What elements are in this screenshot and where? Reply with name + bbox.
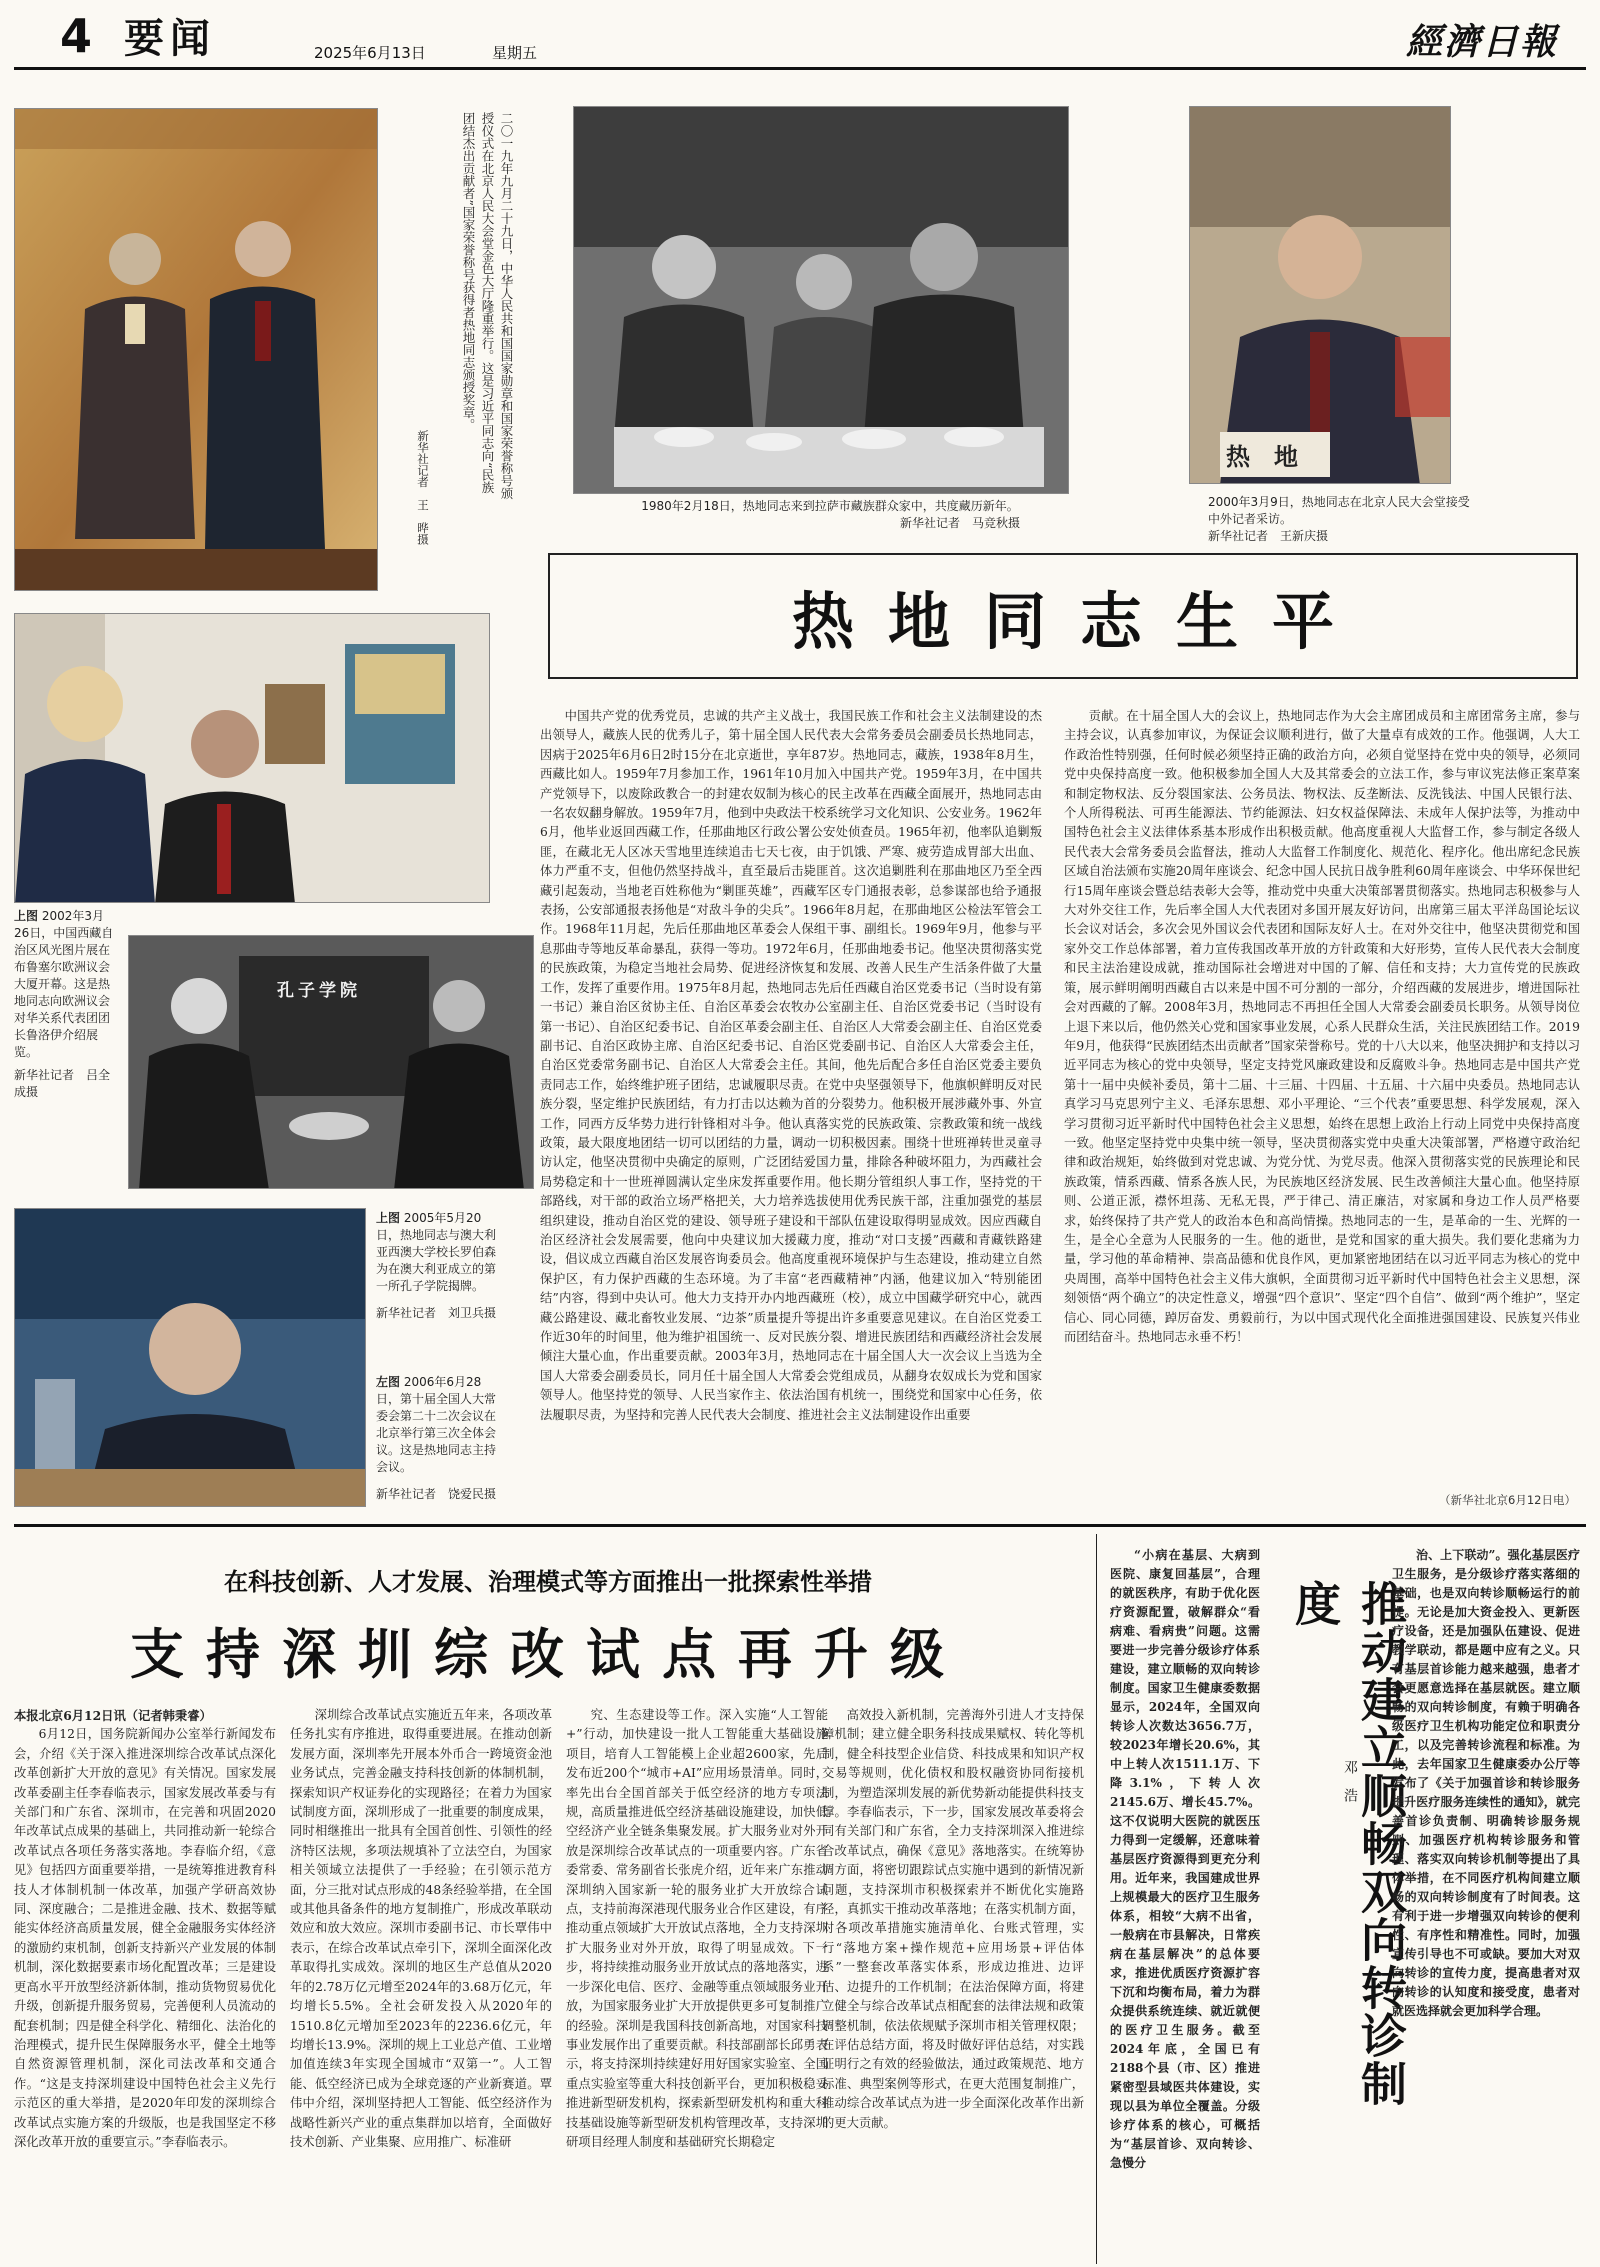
commentary-text-2: 治、上下联动”。强化基层医疗卫生服务，是分级诊疗落实落细的基础，也是双向转诊顺畅运行的前提。无论是加大资金投入、更新医疗设备，还是加强队伍建设、促进教学联动，都是题中应有之义。只有基层首诊能力越来越强，患者才会更愿意选择在基层就医。建立顺畅的双向转诊制度，有赖于明确各级医疗卫生机构功能定位和职责分工，以及完善转诊流程和标准。为此，去年国家卫生健康委办公厅等发布了《关于加强首诊和转诊服务提升医疗服务连续性的通知》，就完善首诊负责制、明确转诊服务规则、加强医疗机构转诊服务和管理、落实双向转诊机制等提出了具体举措，在不同医疗机构间建立顺畅的双向转诊制度有了时间表。这有利于进一步增强双向转诊的便利性、有序性和精准性。同时，加强宣传引导也不可或缺。要加大对双向转诊的宣传力度，提高患者对双向转诊的认知度和接受度，患者对就医选择就会更加科学合理。 <box>1392 1548 1580 2018</box>
issue-weekday: 星期五 <box>492 44 538 62</box>
page-number: 4 <box>60 9 93 63</box>
shenzhen-headline: 支持深圳综改试点再升级 <box>130 1622 966 1686</box>
photo-tibetan-new-year <box>573 106 1069 494</box>
page-header <box>14 9 1586 66</box>
photo-exhibition-caption-block <box>14 908 114 1101</box>
exhibition-image <box>15 614 490 903</box>
shenzhen-text-4: 高效投入新机制，完善海外引进人才支持保障机制；建立健全职务科技成果赋权、转化等机制，健全科技型企业信贷、科技成果和知识产权交易等规则，优化债权和股权融资协同衔接机制，为塑造深圳发展的新优势新动能提供科技支撑。李春临表示，下一步，国家发展改革委将会同有关部门和广东省，全力支持深圳深入推进综合改革试点，确保《意见》落地落实。在统筹协调方面，将密切跟踪试点实施中遇到的新情况新问题，支持深圳市积极探索并不断优化实施路径，真抓实干推动改革落地；在落实机制方面，对各项改革措施实施清单化、台账式管理，实行“落地方案+操作规范+应用场景+评估体系”一整套改革落实体系，形成边推进、边评估、边提升的工作机制；在法治保障方面，将建立健全与综合改革试点相配套的法律法规和政策调整机制，依法依规赋予深圳市相关管理权限；在评估总结方面，将及时做好评估总结，对实践证明行之有效的经验做法，通过政策规范、地方标准、典型案例等形式，在更大范围复制推广，推动综合改革试点为进一步全面深化改革作出新的更大贡献。 <box>822 1708 1084 2130</box>
photo-npc-session <box>14 1208 366 1507</box>
obituary-column-1: 中国共产党的优秀党员，忠诚的共产主义战士，我国民族工作和社会主义法制建设的杰出领导人，藏族人民的优秀儿子，第十届全国人民代表大会常务委员会副委员长热地同志，因病于2025年6月6日2时15分在北京逝世，享年87岁。热地同志，藏族，1938年8月生，西藏比如人。1959年7月参加工作，1961年10月加入中国共产党。1959年3月，在中国共产党领导下，以废除政教合一的封建农奴制为核心的民主改革在西藏全面展开，热地同志由一名农奴翻身解放。1959年7月，他到中央政法干校系统学习文化知识、公安业务。1962年6月，他毕业返回西藏工作，任那曲地区行政公署公安处侦查员。1965年初，他率队追剿叛匪，在藏北无人区冰天雪地里连续追击七天七夜，由于饥饿、严寒、疲劳造成胃部大出血、体力严重不支，但他仍然坚持战斗，直至最后击毙匪首。这次追剿胜利在那曲地区乃至全西藏引起轰动，当地老百姓称他为“剿匪英雄”，西藏军区专门通报表彰，总参谋部也给予通报表扬，公安部通报表扬他是“对敌斗争的尖兵”。1966年8月起，在那曲地区公检法军管会工作。1968年11月起，先后任那曲地区革委会人保组干事、副组长。1969年9月，他参与平息那曲寺等地反革命暴乱，获得一等功。1972年6月，任那曲地委书记。他坚决贯彻落实党的民族政策，为稳定当地社会局势、促进经济恢复和发展、改善人民生产生活条件做了大量工作，发挥了重要作用。1975年8月起，热地同志先后任西藏自治区党委书记（当时设有第一书记）兼自治区贫协主任、自治区革委会农牧办公室副主任、自治区党委书记（当时设有第一书记）、自治区纪委书记、自治区革委会副主任、自治区人大常委会副主任、自治区党委副书记、自治区政协主席、自治区纪委书记、自治区党委副书记、自治区人大常委会主任，自治区党委常务副书记、自治区人大常委会主任。其间，他先后配合多任自治区党委主要负责同志工作，始终维护班子团结，忠诚履职尽责。在党中央坚强领导下，他旗帜鲜明反对民族分裂，坚定维护民族团结，有力打击以达赖为首的分裂势力。他积极开展涉藏外事、外宣工作，同西方反华势力进行针锋相对斗争。他认真落实党的民族政策、宗教政策和统一战线政策，最大限度地团结一切可以团结的力量，调动一切积极因素。围绕十世班禅转世灵童寻访认定，他坚决贯彻中央确定的原则，广泛团结爱国力量，排除各种破坏阻力，为西藏社会局势稳定和十一世班禅圆满认定坐床发挥重要作用。他长期分管组织人事工作，坚持党的干部路线，对干部的政治立场严格把关，大力培养选拔使用优秀民族干部，注重加强党的基层组织建设，推动自治区党的建设、领导班子建设和干部队伍建设取得明显成效。因应西藏自治区经济社会发展需要，他向中央建议加大援藏力度，推动“对口支援”西藏和青藏铁路建设，倡议成立西藏自治区发展咨询委员会。他高度重视环境保护与生态建设，推动建立自然保护区，有力保护西藏的生态环境。为了丰富“老西藏精神”内涵，他建议加入“特别能团结”内容，得到中央认可。他大力支持开办内地西藏班（校），成立中国藏学研究中心，就西藏公路建设、藏北畜牧业发展、“边茶”质量提升等提出许多重要意见建议。在自治区党委工作近30年的时间里，他为维护祖国统一、反对民族分裂、增进民族团结和西藏经济社会发展倾注大量心血，作出重要贡献。2003年3月，热地同志在十届全国人大一次会议上当选为全国人大常委会副委员长，同月任十届全国人大常委会党组成员，从翻身农奴成长为党和国家领导人。他坚持党的领导、人民当家作主、依法治国有机统一，围绕党和国家中心任务，依法履职尽责，为坚持和完善人民代表大会制度、推进社会主义法制建设作出重要 <box>540 709 1042 1422</box>
medal-ceremony-image <box>15 109 378 591</box>
photo-exhibition-label: 上图 <box>14 909 39 923</box>
photo-confucius-label: 上图 <box>376 1211 401 1225</box>
photo-press-conference-caption-text: 2000年3月9日，热地同志在北京人民大会堂接受中外记者采访。 <box>1208 495 1470 526</box>
newspaper-masthead: 經濟日報 <box>1406 21 1559 63</box>
photo-npc-caption-block <box>376 1374 504 1503</box>
photo-exhibition-credit: 新华社记者 吕全成摄 <box>14 1068 111 1099</box>
obituary-source: （新华社北京6月12日电） <box>1439 1493 1576 1507</box>
obituary-column-2: 贡献。在十届全国人大的会议上，热地同志作为大会主席团成员和主席团常务主席，参与主持会议，认真参加审议，为保证会议顺利进行，做了大量卓有成效的工作。他强调，人大工作政治性特别强，任何时候必须坚持正确的政治方向，必须自觉坚持在党中央的领导，必须同党中央保持高度一致。他积极参加全国人大及其常委会的立法工作，参与审议宪法修正案草案和制定物权法、反分裂国家法、公务员法、物权法、反垄断法、反洗钱法、中国人民银行法、个人所得税法、可再生能源法、节约能源法、妇女权益保障法、未成年人保护法等，为推动中国特色社会主义法律体系基本形成作出积极贡献。他高度重视人大监督工作，参与制定各级人民代表大会常务委员会监督法，推动人大监督工作制度化、规范化、程序化。他出席纪念民族区域自治法颁布实施20周年座谈会、纪念中国人民抗日战争胜利60周年座谈会、中华环保世纪行15周年座谈会暨总结表彰大会等，推动党中央重大决策部署贯彻落实。热地同志积极参与人大对外交往工作，先后率全国人大代表团对多国开展友好访问，出席第三届太平洋岛国论坛议长会议对话会，多次会见外国议会代表团和国际友好人士。在对外交往中，他坚决贯彻党和国家外交工作总体部署，着力宣传我国改革开放的方针政策和大好形势，宣传人民代表大会制度和民主法治建设成就，推动国际社会增进对中国的了解、信任和支持；大力宣传党的民族政策，展示鲜明阐明西藏自古以来是中国不可分割的一部分，介绍西藏的发展进步，增进国际社会对西藏的了解。2008年3月，热地同志不再担任全国人大常委会副委员长职务。从领导岗位上退下来以后，他仍然关心党和国家事业发展，心系人民群众生活，关注民族团结工作。2019年9月，他获得“民族团结杰出贡献者”国家荣誉称号。党的十八大以来，他坚决拥护和支持以习近平同志为核心的党中央领导，坚定支持党风廉政建设和反腐败斗争。热地同志是中国共产党第十一届中央候补委员，第十二届、十三届、十四届、十五届、十六届中央委员。热地同志认真学习马克思列宁主义、毛泽东思想、邓小平理论、“三个代表”重要思想、科学发展观，深入学习贯彻习近平新时代中国特色社会主义思想，始终在思想上政治上行动上同党中央保持高度一致。他坚定坚持党中央集中统一领导，坚决贯彻落实党中央重大决策部署，严格遵守政治纪律和政治规矩，始终做到对党忠诚、为党分忧、为党尽责。他深入贯彻落实党的民族理论和民族政策，情系西藏、情系各族人民，为民族地区经济发展、民生改善倾注大量心血。他坚持原则、公道正派，襟怀坦荡、无私无畏，严于律己、清正廉洁，对家属和身边工作人员严格要求，始终保持了共产党人的政治本色和高尚情操。热地同志的一生，是革命的一生、光辉的一生，是全心全意为人民服务的一生。他的逝世，是党和国家的重大损失。我们要化悲痛为力量，学习他的革命精神、崇高品德和优良作风，更加紧密地团结在以习近平同志为核心的党中央周围，高举中国特色社会主义伟大旗帜，全面贯彻习近平新时代中国特色社会主义思想，深刻领悟“两个确立”的决定性意义，增强“四个意识”、坚定“四个自信”、做到“两个维护”，坚定信心、同心同德，踔厉奋发、勇毅前行，为以中国式现代化全面推进强国建设、民族复兴伟业而团结奋斗。热地同志永垂不朽！ <box>1064 709 1580 1344</box>
confucius-institute-image <box>129 936 534 1189</box>
photo-confucius-caption-block <box>376 1210 504 1322</box>
obituary-title: 热地同志生平 <box>791 584 1368 658</box>
npc-session-image <box>15 1209 366 1507</box>
photo-tibetan-new-year-caption-text: 1980年2月18日，热地同志来到拉萨市藏族群众家中，共度藏历新年。 <box>641 499 1019 513</box>
photo-npc-credit: 新华社记者 饶爱民摄 <box>376 1487 497 1501</box>
photo-press-conference-credit: 新华社记者 王新庆摄 <box>1208 529 1329 543</box>
photo-medal-caption: 二〇一九年九月二十九日，中华人民共和国国家勋章和国家荣誉称号颁授仪式在北京人民大会堂金色大厅隆重举行。这是习近平同志向“民族团结杰出贡献者”国家荣誉称号获得者热地同志颁授奖章。 <box>461 112 514 500</box>
commentary-text-1: “小病在基层、大病到医院、康复回基层”，合理的就医秩序，有助于优化医疗资源配置，破解群众“看病难、看病贵”问题。这需要进一步完善分级诊疗体系建设，建立顺畅的双向转诊制度。国家卫生健康委数据显示，2024年，全国双向转诊人次数达3656.7万，较2023年增长20.6%，其中上转人次1511.1万、下降3.1%，下转人次2145.6万、增长45.7%。这不仅说明大医院的就医压力得到一定缓解，还意味着基层医疗资源得到更充分利用。近年来，我国建成世界上规模最大的医疗卫生服务体系，相较“大病不出省，一般病在市县解决，日常疾病在基层解决”的总体要求，推进优质医疗资源扩容下沉和均衡布局，着力为群众提供系统连续、就近就便的医疗卫生服务。截至2024年底，全国已有2188个县（市、区）推进紧密型县域医共体建设，实现以县为单位全覆盖。分级诊疗体系的核心，可概括为“基层首诊、双向转诊、急慢分 <box>1110 1548 1260 2170</box>
plaque-text: 孔子学院 <box>277 981 361 1001</box>
photo-npc-label: 左图 <box>376 1375 401 1389</box>
commentary-author: 邓 浩 <box>1342 1760 1358 1802</box>
shenzhen-kicker: 在科技创新、人才发展、治理模式等方面推出一批探索性举措 <box>224 1568 872 1596</box>
press-conference-image <box>1190 107 1451 484</box>
photo-npc-caption: 2006年6月28日，第十届全国人大常委会第二十二次会议在北京举行第三次全体会议。这是热地同志主持会议。 <box>376 1375 497 1474</box>
issue-date: 2025年6月13日 <box>314 44 426 62</box>
commentary-title: 推动建立顺畅双向转诊制度 <box>1288 1580 1408 2108</box>
section-title: 要闻 <box>124 16 216 62</box>
photo-confucius-institute <box>128 935 534 1189</box>
photo-confucius-credit: 新华社记者 刘卫兵摄 <box>376 1306 497 1320</box>
shenzhen-text-2: 深圳综合改革试点实施近五年来，各项改革任务扎实有序推进，取得重要进展。在推动创新发展方面，深圳率先开展本外币合一跨境资金池业务试点，完善金融支持科技创新的体制机制，探索知识产权证券化的实现路径；在着力为国家试制度方面，深圳形成了一批重要的制度成果，同时相继推出一批具有全国首创性、引领性的经济特区法规，多项法规填补了立法空白，为国家相关领域立法提供了一手经验；在引领示范方面，分三批对试点形成的48条经验举措，在全国或其他具备条件的地方复制推广，形成改革联动效应和放大效应。深圳市委副书记、市长覃伟中表示，在综合改革试点牵引下，深圳全面深化改革取得扎实成效。深圳的地区生产总值从2020年的2.78万亿元增至2024年的3.68万亿元，年均增长5.5%。全社会研发投入从2020年的1510.8亿元增加至2023年的2236.6亿元，年均增长13.9%。深圳的规上工业总产值、工业增加值连续3年实现全国城市“双第一”。人工智能、低空经济已成为全球竞逐的产业新赛道。覃伟中介绍，深圳坚持把人工智能、低空经济作为战略性新兴产业的重点集群加以培育，全面做好技术创新、产业集聚、应用推广、标准研 <box>290 1708 552 2149</box>
photo-press-conference-caption <box>1208 494 1478 545</box>
shenzhen-text-3: 究、生态建设等工作。深入实施“人工智能+”行动，加快建设一批人工智能重大基础设施项目，培育人工智能模上企业超2600家，先后发布近200个“城市+AI”应用场景清单。同时，率先出台全国首部关于低空经济的地方专项法规，高质量推进低空经济基础设施建设，加快低空经济产业全链条集聚发展。扩大服务业对外开放是深圳综合改革试点的一项重要内容。广东省委常委、常务副省长张虎介绍，近年来广东推动深圳纳入国家新一轮的服务业扩大开放综合试点，支持前海深港现代服务业合作区建设，有序推动重点领域扩大开放试点落地，全力支持深圳扩大服务业对外开放，取得了明显成效。下一步，将持续推动服务业开放试点的落地落实，进一步深化电信、医疗、金融等重点领域服务业开放，为国家服务业扩大开放提供更多可复制推广的经验。深圳是我国科技创新高地，对国家科技事业发展作出了重要贡献。科技部副部长邱勇表示，将支持深圳持续建好用好国家实验室、全国重点实验室等重大科技创新平台，更加积极稳妥推进新型研发机构，探索新型研发机构和重大科技基础设施等新型研发机构管理改革，支持深圳研项目经理人制度和基础研究长期稳定 <box>566 1708 828 2149</box>
photo-medal-credit: 新华社记者 王 晔摄 <box>416 430 430 545</box>
shenzhen-byline: 本报北京6月12日讯（记者韩秉睿） <box>14 1708 212 1723</box>
photo-confucius-caption: 2005年5月20日，热地同志与澳大利亚西澳大学校长罗伯森为在澳大利亚成立的第一所孔子学院揭牌。 <box>376 1211 497 1293</box>
photo-press-conference <box>1189 106 1451 484</box>
photo-exhibition-caption: 2002年3月26日，中国西藏自治区风光图片展在布鲁塞尔欧洲议会大厦开幕。这是热地同志向欧洲议会对华关系代表团团长鲁洛伊介绍展览。 <box>14 909 114 1059</box>
tibetan-new-year-image <box>574 107 1069 494</box>
header-rule <box>14 67 1586 70</box>
shenzhen-col-1 <box>14 1706 276 2258</box>
nameplate: 热 地 <box>1226 443 1298 471</box>
photo-tibetan-new-year-credit: 新华社记者 马竞秋摄 <box>899 516 1020 530</box>
obituary-title-box <box>548 553 1578 679</box>
shenzhen-text-1: 6月12日，国务院新闻办公室举行新闻发布会，介绍《关于深入推进深圳综合改革试点深化改革创新扩大开放的意见》有关情况。国家发展改革委副主任李春临表示，国家发展改革委与有关部门和广东省、深圳市，在完善和巩固2020年改革试点成果的基础上，共同推动新一轮综合改革试点各项任务落实落地。李春临介绍，《意见》包括四方面重要举措，一是统筹推进教育科技人才体制机制一体改革，加强产学研高效协同、深度融合；二是推进金融、技术、数据等赋能实体经济高质量发展，健全金融服务实体经济的激励约束机制，创新支持新兴产业发展的体制机制，深化数据要素市场化配置改革；三是建设更高水平开放型经济新体制，推动货物贸易优化升级，创新提升服务贸易，完善便利人员流动的配套机制；四是健全科学化、精细化、法治化的治理模式，提升民生保障服务水平，健全土地等自然资源管理机制，深化司法改革和交通合作。“这是支持深圳建设中国特色社会主义先行示范区的重大举措，是2020年印发的深圳综合改革试点实施方案的升级版，也是我国坚定不移深化改革开放的重要宣示。”李春临表示。 <box>14 1727 276 2149</box>
photo-tibetan-new-year-caption <box>600 498 1060 532</box>
photo-exhibition <box>14 613 490 903</box>
photo-medal-ceremony <box>14 108 378 591</box>
section-divider <box>14 1524 1586 1527</box>
